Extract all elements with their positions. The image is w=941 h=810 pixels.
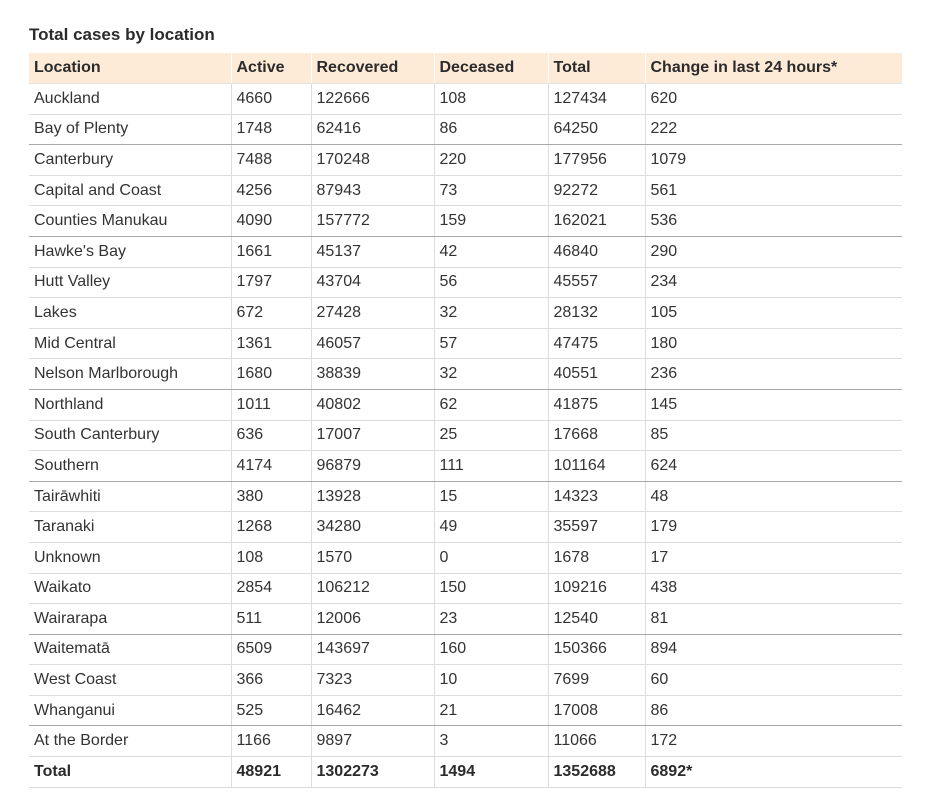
- cell-change-24h: 290: [645, 236, 902, 267]
- cell-recovered: 87943: [311, 175, 434, 206]
- table-row: [29, 665, 902, 696]
- total-cell-recovered: 1302273: [311, 757, 434, 788]
- cell-location: West Coast: [29, 665, 231, 696]
- cell-total: 150366: [548, 634, 645, 665]
- cell-total: 45557: [548, 267, 645, 298]
- cell-deceased: 23: [434, 604, 548, 635]
- cell-deceased: 220: [434, 145, 548, 176]
- table-row: [29, 328, 902, 359]
- cell-active: 672: [231, 298, 311, 329]
- cell-recovered: 62416: [311, 114, 434, 145]
- cell-recovered: 170248: [311, 145, 434, 176]
- cell-location: Taranaki: [29, 512, 231, 543]
- cell-total: 40551: [548, 359, 645, 390]
- cell-location: At the Border: [29, 726, 231, 757]
- cell-active: 4174: [231, 451, 311, 482]
- table-row: [29, 512, 902, 543]
- cell-change-24h: 1079: [645, 145, 902, 176]
- total-cell-active: 48921: [231, 757, 311, 788]
- cell-recovered: 34280: [311, 512, 434, 543]
- cell-deceased: 73: [434, 175, 548, 206]
- cell-recovered: 17007: [311, 420, 434, 451]
- cell-change-24h: 180: [645, 328, 902, 359]
- cell-location: Nelson Marlborough: [29, 359, 231, 390]
- table-row: [29, 420, 902, 451]
- cell-total: 64250: [548, 114, 645, 145]
- table-row: [29, 84, 902, 115]
- table-row: [29, 634, 902, 665]
- cell-deceased: 62: [434, 389, 548, 420]
- cell-total: 28132: [548, 298, 645, 329]
- cell-recovered: 96879: [311, 451, 434, 482]
- cell-active: 1011: [231, 389, 311, 420]
- cell-change-24h: 179: [645, 512, 902, 543]
- cell-location: Lakes: [29, 298, 231, 329]
- table-row: [29, 451, 902, 482]
- cell-change-24h: 86: [645, 695, 902, 726]
- cell-active: 2854: [231, 573, 311, 604]
- cell-total: 1678: [548, 542, 645, 573]
- cell-active: 1361: [231, 328, 311, 359]
- table-row: [29, 359, 902, 390]
- cell-active: 7488: [231, 145, 311, 176]
- cell-location: Mid Central: [29, 328, 231, 359]
- cell-change-24h: 236: [645, 359, 902, 390]
- cell-recovered: 143697: [311, 634, 434, 665]
- cell-deceased: 49: [434, 512, 548, 543]
- cell-deceased: 15: [434, 481, 548, 512]
- cell-deceased: 42: [434, 236, 548, 267]
- header-location: Location: [29, 53, 231, 84]
- cell-total: 12540: [548, 604, 645, 635]
- cell-deceased: 0: [434, 542, 548, 573]
- cell-recovered: 122666: [311, 84, 434, 115]
- cell-total: 41875: [548, 389, 645, 420]
- cell-location: Bay of Plenty: [29, 114, 231, 145]
- cell-location: Waikato: [29, 573, 231, 604]
- cell-change-24h: 48: [645, 481, 902, 512]
- cell-deceased: 57: [434, 328, 548, 359]
- cell-deceased: 159: [434, 206, 548, 237]
- table-row: [29, 695, 902, 726]
- cell-deceased: 86: [434, 114, 548, 145]
- header-deceased: Deceased: [434, 53, 548, 84]
- cell-deceased: 32: [434, 298, 548, 329]
- header-change-24h: Change in last 24 hours*: [645, 53, 902, 84]
- cell-active: 4256: [231, 175, 311, 206]
- cell-recovered: 46057: [311, 328, 434, 359]
- cell-active: 1661: [231, 236, 311, 267]
- cell-change-24h: 536: [645, 206, 902, 237]
- cell-active: 1166: [231, 726, 311, 757]
- cell-deceased: 111: [434, 451, 548, 482]
- table-row: [29, 298, 902, 329]
- table-row: [29, 481, 902, 512]
- cell-location: Tairāwhiti: [29, 481, 231, 512]
- total-cell-location: Total: [29, 757, 231, 788]
- cell-total: 35597: [548, 512, 645, 543]
- cell-total: 162021: [548, 206, 645, 237]
- cell-total: 17008: [548, 695, 645, 726]
- cell-active: 4660: [231, 84, 311, 115]
- total-cell-total: 1352688: [548, 757, 645, 788]
- cell-location: Hutt Valley: [29, 267, 231, 298]
- cell-location: Canterbury: [29, 145, 231, 176]
- cell-deceased: 108: [434, 84, 548, 115]
- cell-active: 4090: [231, 206, 311, 237]
- cell-total: 92272: [548, 175, 645, 206]
- cell-location: Whanganui: [29, 695, 231, 726]
- cell-total: 127434: [548, 84, 645, 115]
- cell-total: 101164: [548, 451, 645, 482]
- cell-recovered: 157772: [311, 206, 434, 237]
- cell-change-24h: 17: [645, 542, 902, 573]
- cell-location: Hawke's Bay: [29, 236, 231, 267]
- cell-deceased: 3: [434, 726, 548, 757]
- cell-location: Counties Manukau: [29, 206, 231, 237]
- cell-recovered: 40802: [311, 389, 434, 420]
- cell-recovered: 38839: [311, 359, 434, 390]
- cell-recovered: 7323: [311, 665, 434, 696]
- cell-recovered: 12006: [311, 604, 434, 635]
- cell-deceased: 160: [434, 634, 548, 665]
- total-cell-change-24h: 6892*: [645, 757, 902, 788]
- cell-total: 46840: [548, 236, 645, 267]
- cell-active: 511: [231, 604, 311, 635]
- table-body: [29, 84, 902, 788]
- table-row: [29, 175, 902, 206]
- cell-total: 17668: [548, 420, 645, 451]
- table-row: [29, 389, 902, 420]
- cell-deceased: 150: [434, 573, 548, 604]
- cell-change-24h: 81: [645, 604, 902, 635]
- table-row: [29, 206, 902, 237]
- cell-total: 109216: [548, 573, 645, 604]
- cell-active: 366: [231, 665, 311, 696]
- table-row: [29, 726, 902, 757]
- cell-recovered: 9897: [311, 726, 434, 757]
- cell-location: Northland: [29, 389, 231, 420]
- cell-recovered: 27428: [311, 298, 434, 329]
- cell-active: 1797: [231, 267, 311, 298]
- cell-active: 108: [231, 542, 311, 573]
- cell-deceased: 10: [434, 665, 548, 696]
- cell-location: Capital and Coast: [29, 175, 231, 206]
- cell-location: Waitematā: [29, 634, 231, 665]
- cell-total: 7699: [548, 665, 645, 696]
- cell-change-24h: 894: [645, 634, 902, 665]
- table-title: Total cases by location: [29, 25, 215, 44]
- cell-total: 177956: [548, 145, 645, 176]
- cell-change-24h: 60: [645, 665, 902, 696]
- cell-deceased: 25: [434, 420, 548, 451]
- cell-total: 11066: [548, 726, 645, 757]
- table-header-row: [29, 53, 902, 84]
- cell-recovered: 16462: [311, 695, 434, 726]
- cell-total: 47475: [548, 328, 645, 359]
- cell-change-24h: 234: [645, 267, 902, 298]
- total-row: [29, 757, 902, 788]
- cell-recovered: 43704: [311, 267, 434, 298]
- table-row: [29, 267, 902, 298]
- cell-active: 636: [231, 420, 311, 451]
- cell-change-24h: 172: [645, 726, 902, 757]
- cell-deceased: 56: [434, 267, 548, 298]
- header-active: Active: [231, 53, 311, 84]
- header-recovered: Recovered: [311, 53, 434, 84]
- cell-active: 1680: [231, 359, 311, 390]
- cell-active: 525: [231, 695, 311, 726]
- table-row: [29, 236, 902, 267]
- cell-deceased: 21: [434, 695, 548, 726]
- cell-total: 14323: [548, 481, 645, 512]
- header-total: Total: [548, 53, 645, 84]
- cell-change-24h: 620: [645, 84, 902, 115]
- cell-change-24h: 624: [645, 451, 902, 482]
- table-row: [29, 114, 902, 145]
- cell-change-24h: 222: [645, 114, 902, 145]
- cases-table: [29, 53, 902, 788]
- cell-change-24h: 105: [645, 298, 902, 329]
- cell-deceased: 32: [434, 359, 548, 390]
- cell-active: 380: [231, 481, 311, 512]
- cell-location: Auckland: [29, 84, 231, 115]
- cell-change-24h: 438: [645, 573, 902, 604]
- cases-by-location-section: [29, 24, 902, 788]
- cell-location: South Canterbury: [29, 420, 231, 451]
- cell-location: Wairarapa: [29, 604, 231, 635]
- cell-location: Southern: [29, 451, 231, 482]
- cell-active: 1268: [231, 512, 311, 543]
- cell-recovered: 1570: [311, 542, 434, 573]
- table-row: [29, 573, 902, 604]
- cell-location: Unknown: [29, 542, 231, 573]
- table-row: [29, 145, 902, 176]
- cell-recovered: 45137: [311, 236, 434, 267]
- table-row: [29, 542, 902, 573]
- cell-active: 1748: [231, 114, 311, 145]
- cell-recovered: 106212: [311, 573, 434, 604]
- cell-change-24h: 561: [645, 175, 902, 206]
- cell-change-24h: 85: [645, 420, 902, 451]
- cell-change-24h: 145: [645, 389, 902, 420]
- table-row: [29, 604, 902, 635]
- cell-recovered: 13928: [311, 481, 434, 512]
- total-cell-deceased: 1494: [434, 757, 548, 788]
- cell-active: 6509: [231, 634, 311, 665]
